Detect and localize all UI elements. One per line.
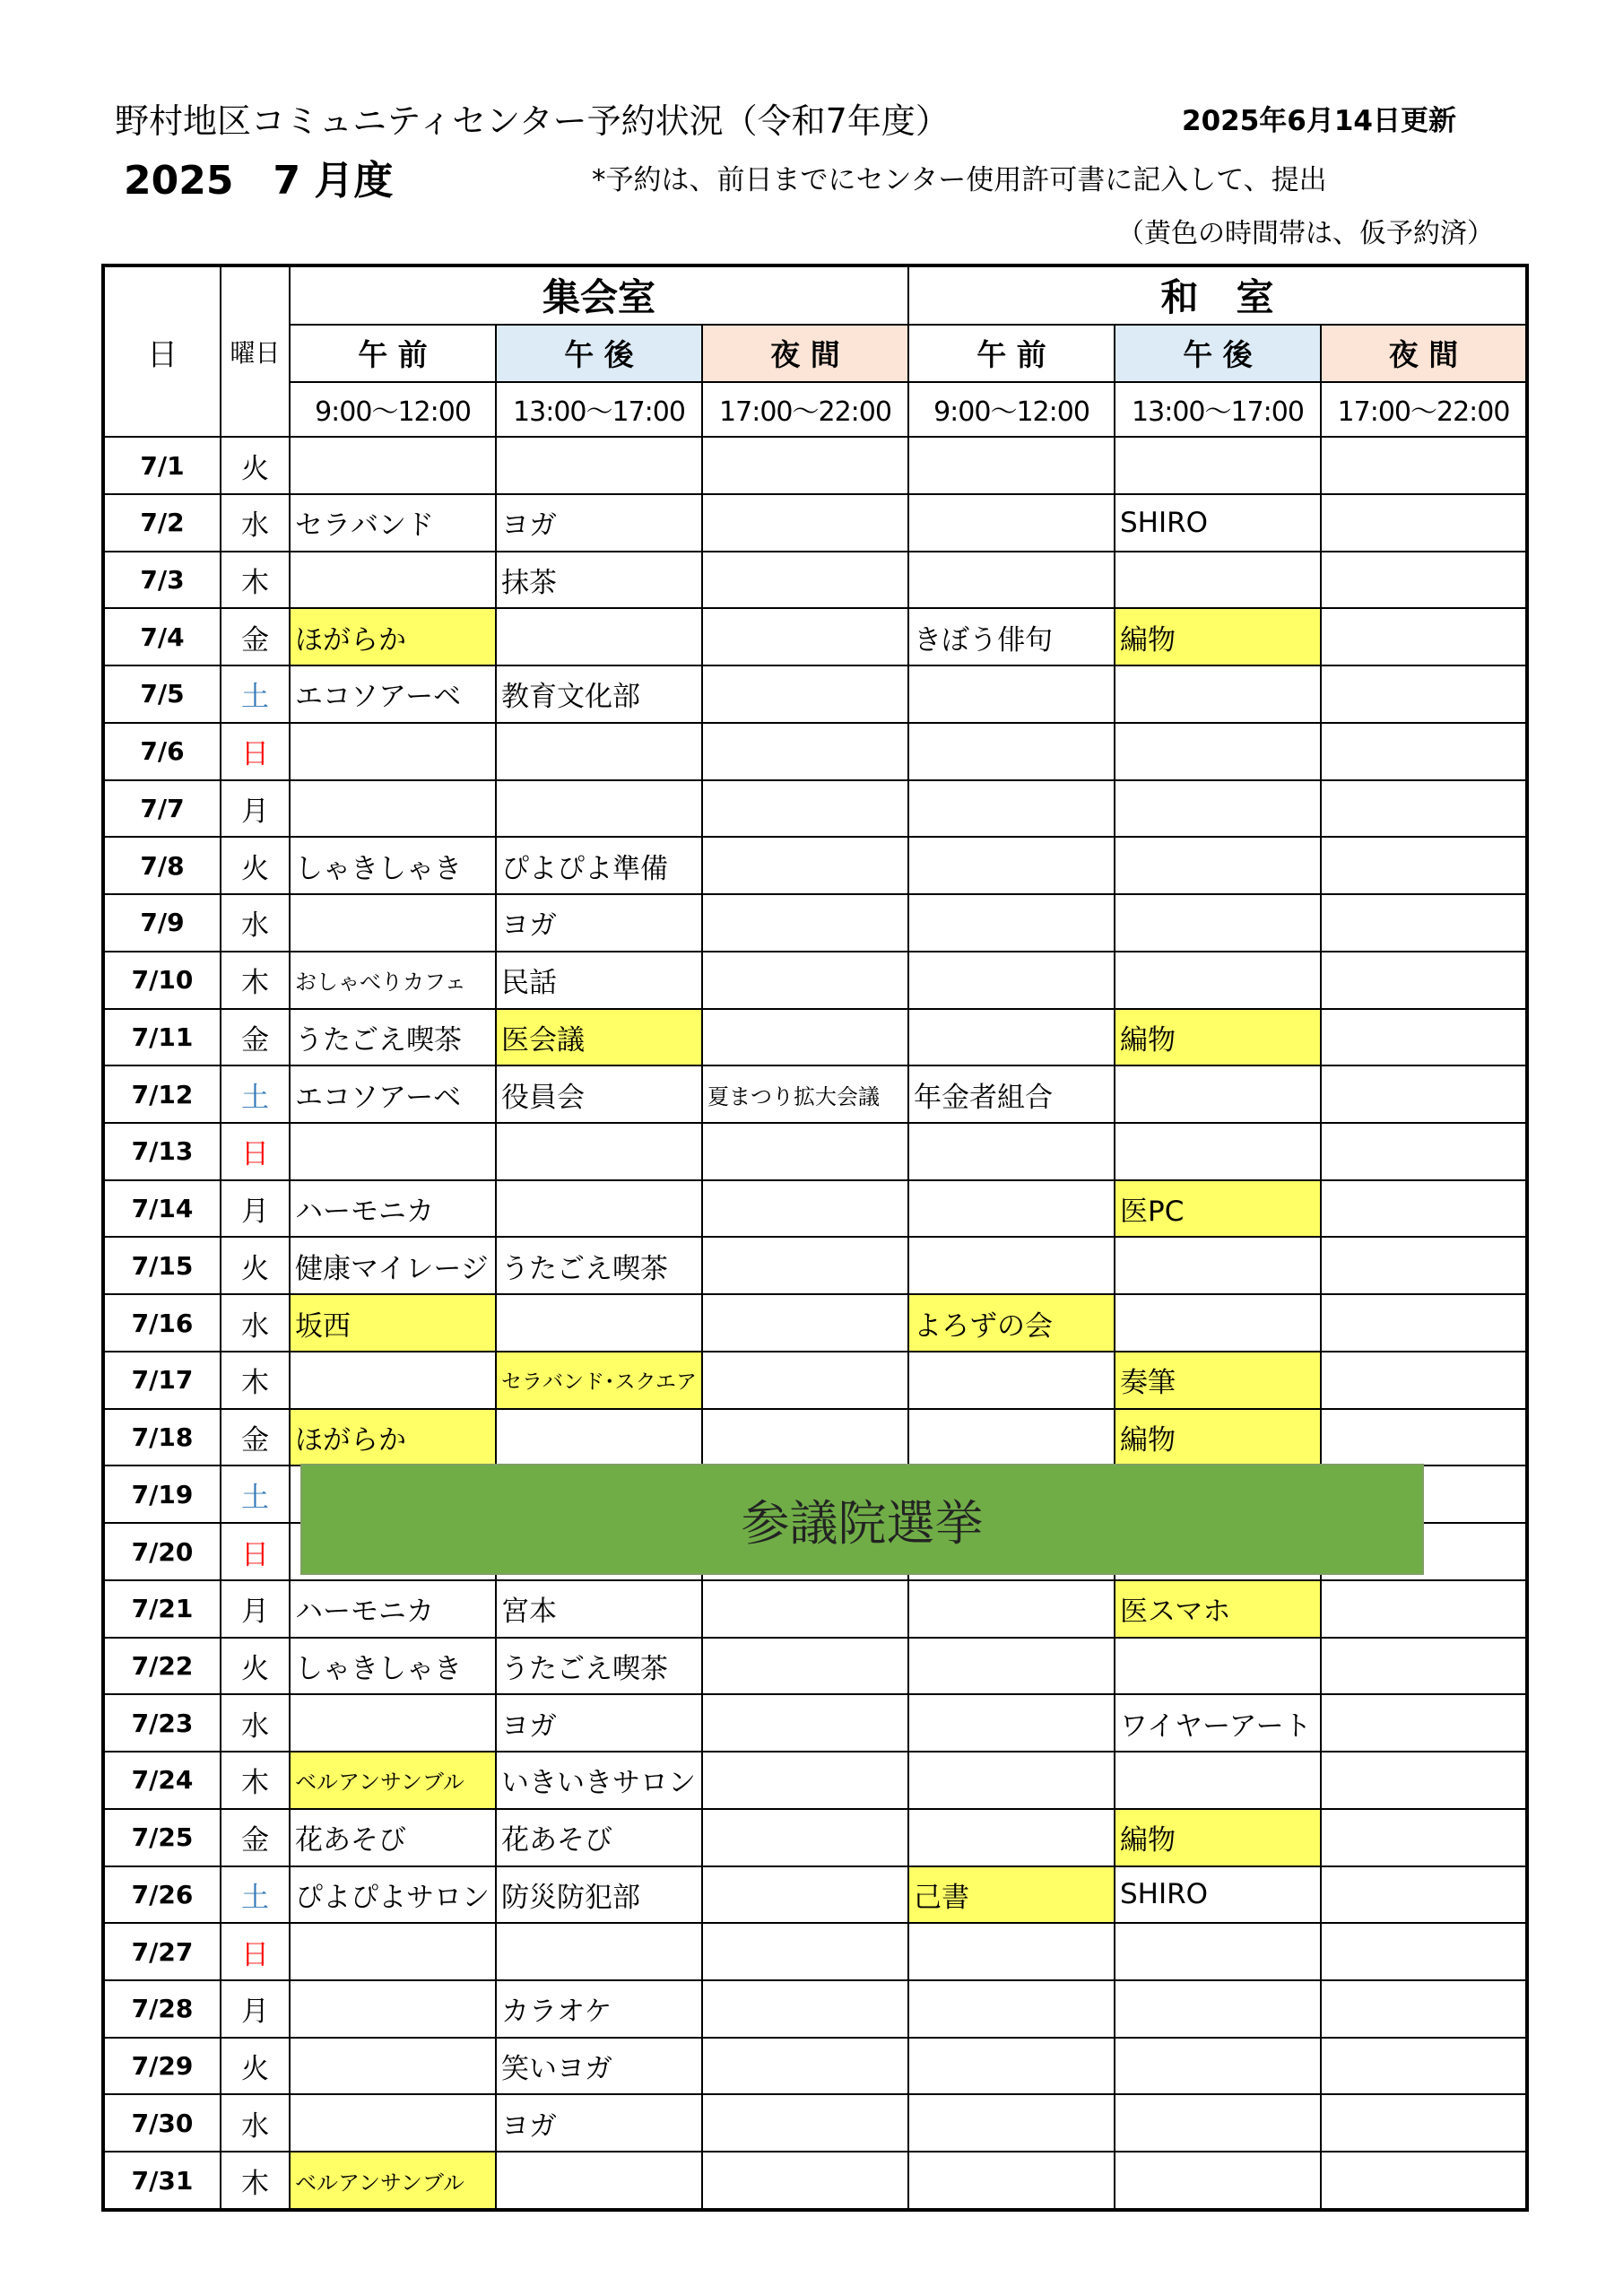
booking-cell-meeting-evening (702, 552, 908, 609)
weekday-cell: 火 (221, 1638, 290, 1695)
booking-cell-meeting-evening (702, 952, 908, 1009)
weekday-cell: 水 (221, 1294, 290, 1352)
weekday-cell: 日 (221, 1923, 290, 1980)
booking-cell-meeting-am (290, 894, 496, 952)
booking-cell-japanese-evening (1321, 1580, 1527, 1638)
weekday-cell: 火 (221, 437, 290, 494)
booking-cell-meeting-am: しゃきしゃき (290, 837, 496, 894)
booking-cell-japanese-evening (1321, 837, 1527, 894)
weekday-cell: 木 (221, 2152, 290, 2210)
booking-cell-japanese-pm (1115, 2152, 1321, 2210)
date-cell: 7/3 (103, 552, 221, 609)
time-header-pm: 13:00～17:00 (1115, 382, 1321, 438)
date-cell: 7/21 (103, 1580, 221, 1638)
booking-cell-japanese-am (908, 1638, 1115, 1695)
date-cell: 7/5 (103, 665, 221, 723)
booking-cell-japanese-evening (1321, 608, 1527, 665)
booking-cell-meeting-pm: 防災防犯部 (496, 1866, 702, 1924)
weekday-cell: 月 (221, 1980, 290, 2038)
weekday-cell: 月 (221, 1580, 290, 1638)
booking-cell-meeting-pm: 役員会 (496, 1065, 702, 1123)
booking-cell-meeting-evening (702, 437, 908, 494)
slot-header-evening: 夜 間 (702, 325, 908, 382)
booking-cell-japanese-evening (1321, 1809, 1527, 1866)
booking-cell-japanese-pm: 編物 (1115, 1409, 1321, 1466)
booking-cell-meeting-pm (496, 437, 702, 494)
booking-cell-meeting-am (290, 780, 496, 838)
booking-cell-meeting-evening (702, 1009, 908, 1066)
table-row (103, 1237, 1527, 1294)
slot-header-pm: 午 後 (1115, 325, 1321, 382)
date-cell: 7/24 (103, 1752, 221, 1809)
booking-cell-japanese-evening (1321, 1980, 1527, 2038)
booking-cell-meeting-evening: 夏まつり拡大会議 (702, 1065, 908, 1123)
booking-cell-meeting-am (290, 1352, 496, 1409)
time-header-pm: 13:00～17:00 (496, 382, 702, 438)
booking-cell-meeting-am: エコソアーベ (290, 1065, 496, 1123)
booking-cell-meeting-pm: 医会議 (496, 1009, 702, 1066)
table-row (103, 1638, 1527, 1695)
booking-cell-meeting-pm: うたごえ喫茶 (496, 1638, 702, 1695)
booking-cell-japanese-pm (1115, 1065, 1321, 1123)
date-cell: 7/25 (103, 1809, 221, 1866)
booking-cell-japanese-pm: SHIRO (1115, 1866, 1321, 1924)
booking-cell-japanese-pm (1115, 1923, 1321, 1980)
booking-cell-japanese-evening (1321, 552, 1527, 609)
booking-cell-japanese-pm (1115, 1237, 1321, 1294)
booking-cell-japanese-evening (1321, 1123, 1527, 1180)
booking-cell-japanese-pm (1115, 1980, 1321, 2038)
booking-cell-japanese-pm (1115, 780, 1321, 838)
booking-cell-meeting-pm: 抹茶 (496, 552, 702, 609)
booking-cell-meeting-evening (702, 837, 908, 894)
booking-cell-meeting-am: ハーモニカ (290, 1180, 496, 1238)
table-row (103, 780, 1527, 838)
booking-cell-meeting-pm: ヨガ (496, 1694, 702, 1752)
booking-cell-japanese-am (908, 1694, 1115, 1752)
table-row (103, 1352, 1527, 1409)
booking-cell-japanese-evening (1321, 1752, 1527, 1809)
booking-cell-meeting-am: 花あそび (290, 1809, 496, 1866)
booking-cell-meeting-pm: 笑いヨガ (496, 2038, 702, 2095)
booking-cell-meeting-am: ベルアンサンブル (290, 2152, 496, 2210)
booking-cell-japanese-pm (1115, 837, 1321, 894)
booking-cell-meeting-evening (702, 1866, 908, 1924)
slot-header-am: 午 前 (908, 325, 1115, 382)
booking-cell-japanese-am (908, 1009, 1115, 1066)
weekday-cell: 土 (221, 1465, 290, 1523)
weekday-cell: 日 (221, 723, 290, 780)
table-row (103, 494, 1527, 552)
date-cell: 7/19 (103, 1465, 221, 1523)
booking-cell-japanese-pm (1115, 552, 1321, 609)
table-row (103, 1065, 1527, 1123)
date-cell: 7/30 (103, 2094, 221, 2152)
weekday-cell: 金 (221, 1409, 290, 1466)
booking-cell-meeting-am: うたごえ喫茶 (290, 1009, 496, 1066)
booking-cell-meeting-am (290, 1923, 496, 1980)
booking-cell-japanese-pm (1115, 665, 1321, 723)
booking-cell-meeting-evening (702, 665, 908, 723)
booking-cell-japanese-pm (1115, 1638, 1321, 1695)
booking-cell-meeting-evening (702, 1180, 908, 1238)
booking-cell-meeting-evening (702, 1580, 908, 1638)
booking-cell-japanese-evening (1321, 1409, 1527, 1466)
date-cell: 7/6 (103, 723, 221, 780)
booking-cell-japanese-am (908, 1180, 1115, 1238)
booking-cell-japanese-pm: ワイヤーアート (1115, 1694, 1321, 1752)
date-cell: 7/23 (103, 1694, 221, 1752)
booking-cell-japanese-evening (1321, 665, 1527, 723)
weekday-cell: 金 (221, 1009, 290, 1066)
booking-cell-japanese-am (908, 1752, 1115, 1809)
time-header-am: 9:00～12:00 (290, 382, 496, 438)
booking-cell-japanese-pm (1115, 2038, 1321, 2095)
page-title: 野村地区コミュニティセンター予約状況（令和7年度） (115, 101, 950, 141)
booking-cell-meeting-am: エコソアーベ (290, 665, 496, 723)
date-cell: 7/12 (103, 1065, 221, 1123)
booking-cell-meeting-evening (702, 894, 908, 952)
booking-cell-meeting-am: ほがらか (290, 608, 496, 665)
table-row (103, 665, 1527, 723)
booking-cell-japanese-am (908, 1352, 1115, 1409)
booking-cell-meeting-pm: 花あそび (496, 1809, 702, 1866)
booking-cell-japanese-am: きぼう俳句 (908, 608, 1115, 665)
booking-cell-japanese-evening (1321, 1009, 1527, 1066)
table-row (103, 552, 1527, 609)
booking-cell-japanese-evening (1321, 494, 1527, 552)
booking-cell-meeting-evening (702, 2094, 908, 2152)
booking-cell-japanese-pm (1115, 437, 1321, 494)
time-header-am: 9:00～12:00 (908, 382, 1115, 438)
booking-cell-japanese-pm (1115, 2094, 1321, 2152)
booking-cell-meeting-evening (702, 1294, 908, 1352)
booking-cell-meeting-am (290, 723, 496, 780)
booking-cell-meeting-pm: うたごえ喫茶 (496, 1237, 702, 1294)
booking-cell-meeting-evening (702, 1752, 908, 1809)
booking-cell-japanese-evening (1321, 2094, 1527, 2152)
booking-cell-japanese-pm (1115, 1752, 1321, 1809)
booking-cell-meeting-evening (702, 1694, 908, 1752)
booking-cell-japanese-evening (1321, 437, 1527, 494)
booking-cell-meeting-pm (496, 1923, 702, 1980)
booking-cell-meeting-evening (702, 2038, 908, 2095)
booking-cell-japanese-pm (1115, 723, 1321, 780)
date-cell: 7/1 (103, 437, 221, 494)
booking-cell-meeting-pm (496, 2152, 702, 2210)
booking-cell-meeting-evening (702, 1123, 908, 1180)
booking-cell-meeting-pm: 宮本 (496, 1580, 702, 1638)
table-row (103, 837, 1527, 894)
booking-cell-japanese-evening (1321, 1352, 1527, 1409)
booking-cell-meeting-evening (702, 2152, 908, 2210)
reservation-note: *予約は、前日までにセンター使用許可書に記入して、提出 (592, 164, 1327, 196)
booking-cell-meeting-am (290, 1980, 496, 2038)
date-cell: 7/8 (103, 837, 221, 894)
reservation-table (101, 264, 1529, 2212)
weekday-cell: 火 (221, 1237, 290, 1294)
booking-cell-japanese-am (908, 552, 1115, 609)
weekday-cell: 日 (221, 1523, 290, 1580)
booking-cell-meeting-am (290, 552, 496, 609)
booking-cell-meeting-pm (496, 780, 702, 838)
booking-cell-japanese-am (908, 1409, 1115, 1466)
table-row (103, 1009, 1527, 1066)
booking-cell-japanese-am (908, 1237, 1115, 1294)
table-row (103, 952, 1527, 1009)
booking-cell-meeting-evening (702, 780, 908, 838)
booking-cell-japanese-am (908, 2094, 1115, 2152)
slot-header-evening: 夜 間 (1321, 325, 1527, 382)
booking-cell-japanese-am (908, 494, 1115, 552)
weekday-cell: 日 (221, 1123, 290, 1180)
booking-cell-japanese-am (908, 952, 1115, 1009)
booking-cell-meeting-am (290, 437, 496, 494)
date-cell: 7/10 (103, 952, 221, 1009)
booking-cell-japanese-pm (1115, 894, 1321, 952)
date-cell: 7/27 (103, 1923, 221, 1980)
date-cell: 7/18 (103, 1409, 221, 1466)
table-row (103, 1866, 1527, 1924)
booking-cell-meeting-am: ぴよぴよサロン (290, 1866, 496, 1924)
date-cell: 7/17 (103, 1352, 221, 1409)
booking-cell-japanese-evening (1321, 1866, 1527, 1924)
date-cell: 7/26 (103, 1866, 221, 1924)
table-row (103, 1409, 1527, 1466)
booking-cell-meeting-pm (496, 608, 702, 665)
table-row (103, 1180, 1527, 1238)
table-row (103, 1809, 1527, 1866)
weekday-cell: 水 (221, 2094, 290, 2152)
booking-cell-japanese-am (908, 437, 1115, 494)
booking-cell-japanese-am (908, 723, 1115, 780)
table-row (103, 2038, 1527, 2095)
booking-cell-japanese-pm: 編物 (1115, 1009, 1321, 1066)
booking-cell-meeting-pm (496, 723, 702, 780)
booking-cell-meeting-am: おしゃべりカフェ (290, 952, 496, 1009)
weekday-cell: 火 (221, 837, 290, 894)
booking-cell-japanese-pm: 編物 (1115, 608, 1321, 665)
date-cell: 7/7 (103, 780, 221, 838)
booking-cell-japanese-evening (1321, 780, 1527, 838)
weekday-cell: 木 (221, 952, 290, 1009)
booking-cell-meeting-pm: ヨガ (496, 2094, 702, 2152)
booking-cell-japanese-am (908, 1809, 1115, 1866)
booking-cell-japanese-pm: 医スマホ (1115, 1580, 1321, 1638)
booking-cell-meeting-am (290, 2094, 496, 2152)
booking-cell-meeting-pm: 民話 (496, 952, 702, 1009)
slot-header-am: 午 前 (290, 325, 496, 382)
table-row (103, 437, 1527, 494)
time-header-evening: 17:00～22:00 (1321, 382, 1527, 438)
booking-cell-japanese-evening (1321, 1065, 1527, 1123)
booking-cell-meeting-am: しゃきしゃき (290, 1638, 496, 1695)
booking-cell-japanese-am (908, 1580, 1115, 1638)
month-heading: 2025 7 月度 (124, 158, 394, 204)
date-cell: 7/11 (103, 1009, 221, 1066)
table-row (103, 2094, 1527, 2152)
booking-cell-japanese-pm: 医PC (1115, 1180, 1321, 1238)
date-cell: 7/28 (103, 1980, 221, 2038)
time-header-evening: 17:00～22:00 (702, 382, 908, 438)
weekday-cell: 水 (221, 494, 290, 552)
table-row (103, 894, 1527, 952)
weekday-cell: 火 (221, 2038, 290, 2095)
date-cell: 7/29 (103, 2038, 221, 2095)
date-cell: 7/13 (103, 1123, 221, 1180)
date-cell: 7/16 (103, 1294, 221, 1352)
booking-cell-meeting-pm: いきいきサロン (496, 1752, 702, 1809)
booking-cell-meeting-evening (702, 1409, 908, 1466)
booking-cell-meeting-am: 坂西 (290, 1294, 496, 1352)
booking-cell-japanese-evening (1321, 1638, 1527, 1695)
table-row (103, 1580, 1527, 1638)
booking-cell-meeting-evening (702, 1237, 908, 1294)
booking-cell-japanese-pm (1115, 952, 1321, 1009)
booking-cell-japanese-evening (1321, 2152, 1527, 2210)
booking-cell-meeting-evening (702, 1923, 908, 1980)
weekday-cell: 木 (221, 1752, 290, 1809)
booking-cell-japanese-evening (1321, 894, 1527, 952)
booking-cell-meeting-evening (702, 723, 908, 780)
booking-cell-japanese-pm: 編物 (1115, 1809, 1321, 1866)
booking-cell-meeting-am (290, 2038, 496, 2095)
booking-cell-meeting-am (290, 1123, 496, 1180)
date-cell: 7/4 (103, 608, 221, 665)
election-banner: 参議院選挙 (300, 1464, 1424, 1575)
booking-cell-meeting-pm: セラバンド･スクエア (496, 1352, 702, 1409)
weekday-cell: 金 (221, 608, 290, 665)
booking-cell-japanese-pm (1115, 1294, 1321, 1352)
booking-cell-japanese-am: 年金者組合 (908, 1065, 1115, 1123)
booking-cell-japanese-am: 己書 (908, 1866, 1115, 1924)
booking-cell-meeting-am (290, 1694, 496, 1752)
booking-cell-meeting-pm (496, 1409, 702, 1466)
booking-cell-meeting-pm: ヨガ (496, 894, 702, 952)
booking-cell-japanese-evening (1321, 1237, 1527, 1294)
table-row (103, 1694, 1527, 1752)
booking-cell-japanese-am: よろずの会 (908, 1294, 1115, 1352)
date-cell: 7/31 (103, 2152, 221, 2210)
table-row (103, 1923, 1527, 1980)
booking-cell-meeting-evening (702, 494, 908, 552)
booking-cell-japanese-evening (1321, 1694, 1527, 1752)
table-row (103, 1752, 1527, 1809)
booking-cell-meeting-pm (496, 1180, 702, 1238)
booking-cell-japanese-am (908, 1123, 1115, 1180)
booking-cell-meeting-evening (702, 1638, 908, 1695)
date-cell: 7/15 (103, 1237, 221, 1294)
booking-cell-meeting-pm: カラオケ (496, 1980, 702, 2038)
room-header-japanese: 和 室 (908, 265, 1527, 325)
booking-cell-japanese-evening (1321, 1294, 1527, 1352)
date-cell: 7/20 (103, 1523, 221, 1580)
table-row (103, 723, 1527, 780)
booking-cell-meeting-am: 健康マイレージ (290, 1237, 496, 1294)
booking-cell-japanese-pm: SHIRO (1115, 494, 1321, 552)
table-row (103, 2152, 1527, 2210)
booking-cell-japanese-pm: 奏筆 (1115, 1352, 1321, 1409)
booking-cell-meeting-pm (496, 1294, 702, 1352)
date-cell: 7/14 (103, 1180, 221, 1238)
updated-date: 2025年6月14日更新 (1182, 105, 1456, 137)
booking-cell-meeting-am: ほがらか (290, 1409, 496, 1466)
booking-cell-meeting-pm: 教育文化部 (496, 665, 702, 723)
booking-cell-japanese-am (908, 1923, 1115, 1980)
weekday-cell: 月 (221, 1180, 290, 1238)
weekday-cell: 月 (221, 780, 290, 838)
booking-cell-meeting-evening (702, 1980, 908, 2038)
booking-cell-japanese-am (908, 665, 1115, 723)
booking-cell-japanese-evening (1321, 2038, 1527, 2095)
booking-cell-japanese-evening (1321, 723, 1527, 780)
weekday-cell: 土 (221, 1866, 290, 1924)
booking-cell-japanese-pm (1115, 1123, 1321, 1180)
booking-cell-meeting-pm: ヨガ (496, 494, 702, 552)
table-row (103, 608, 1527, 665)
booking-cell-japanese-evening (1321, 952, 1527, 1009)
room-header-meeting: 集会室 (290, 265, 908, 325)
table-row (103, 1294, 1527, 1352)
booking-cell-meeting-pm: ぴよぴよ準備 (496, 837, 702, 894)
booking-cell-japanese-am (908, 1980, 1115, 2038)
booking-cell-japanese-am (908, 837, 1115, 894)
booking-cell-meeting-pm (496, 1123, 702, 1180)
weekday-cell: 水 (221, 894, 290, 952)
weekday-cell: 土 (221, 665, 290, 723)
booking-cell-meeting-evening (702, 608, 908, 665)
booking-cell-meeting-am: ハーモニカ (290, 1580, 496, 1638)
weekday-cell: 土 (221, 1065, 290, 1123)
booking-cell-japanese-am (908, 780, 1115, 838)
slot-header-pm: 午 後 (496, 325, 702, 382)
day-column-header: 日 (103, 265, 221, 437)
booking-cell-meeting-evening (702, 1809, 908, 1866)
booking-cell-meeting-am: セラバンド (290, 494, 496, 552)
booking-cell-meeting-am: ベルアンサンブル (290, 1752, 496, 1809)
booking-cell-japanese-evening (1321, 1923, 1527, 1980)
table-row (103, 1123, 1527, 1180)
weekday-cell: 木 (221, 1352, 290, 1409)
provisional-note: （黄色の時間帯は、仮予約済） (1117, 218, 1494, 249)
weekday-cell: 木 (221, 552, 290, 609)
weekday-column-header: 曜日 (221, 265, 290, 437)
booking-cell-japanese-am (908, 894, 1115, 952)
weekday-cell: 金 (221, 1809, 290, 1866)
date-cell: 7/2 (103, 494, 221, 552)
table-row (103, 1980, 1527, 2038)
booking-cell-japanese-am (908, 2038, 1115, 2095)
date-cell: 7/22 (103, 1638, 221, 1695)
booking-cell-japanese-am (908, 2152, 1115, 2210)
booking-cell-japanese-evening (1321, 1180, 1527, 1238)
date-cell: 7/9 (103, 894, 221, 952)
weekday-cell: 水 (221, 1694, 290, 1752)
booking-cell-meeting-evening (702, 1352, 908, 1409)
